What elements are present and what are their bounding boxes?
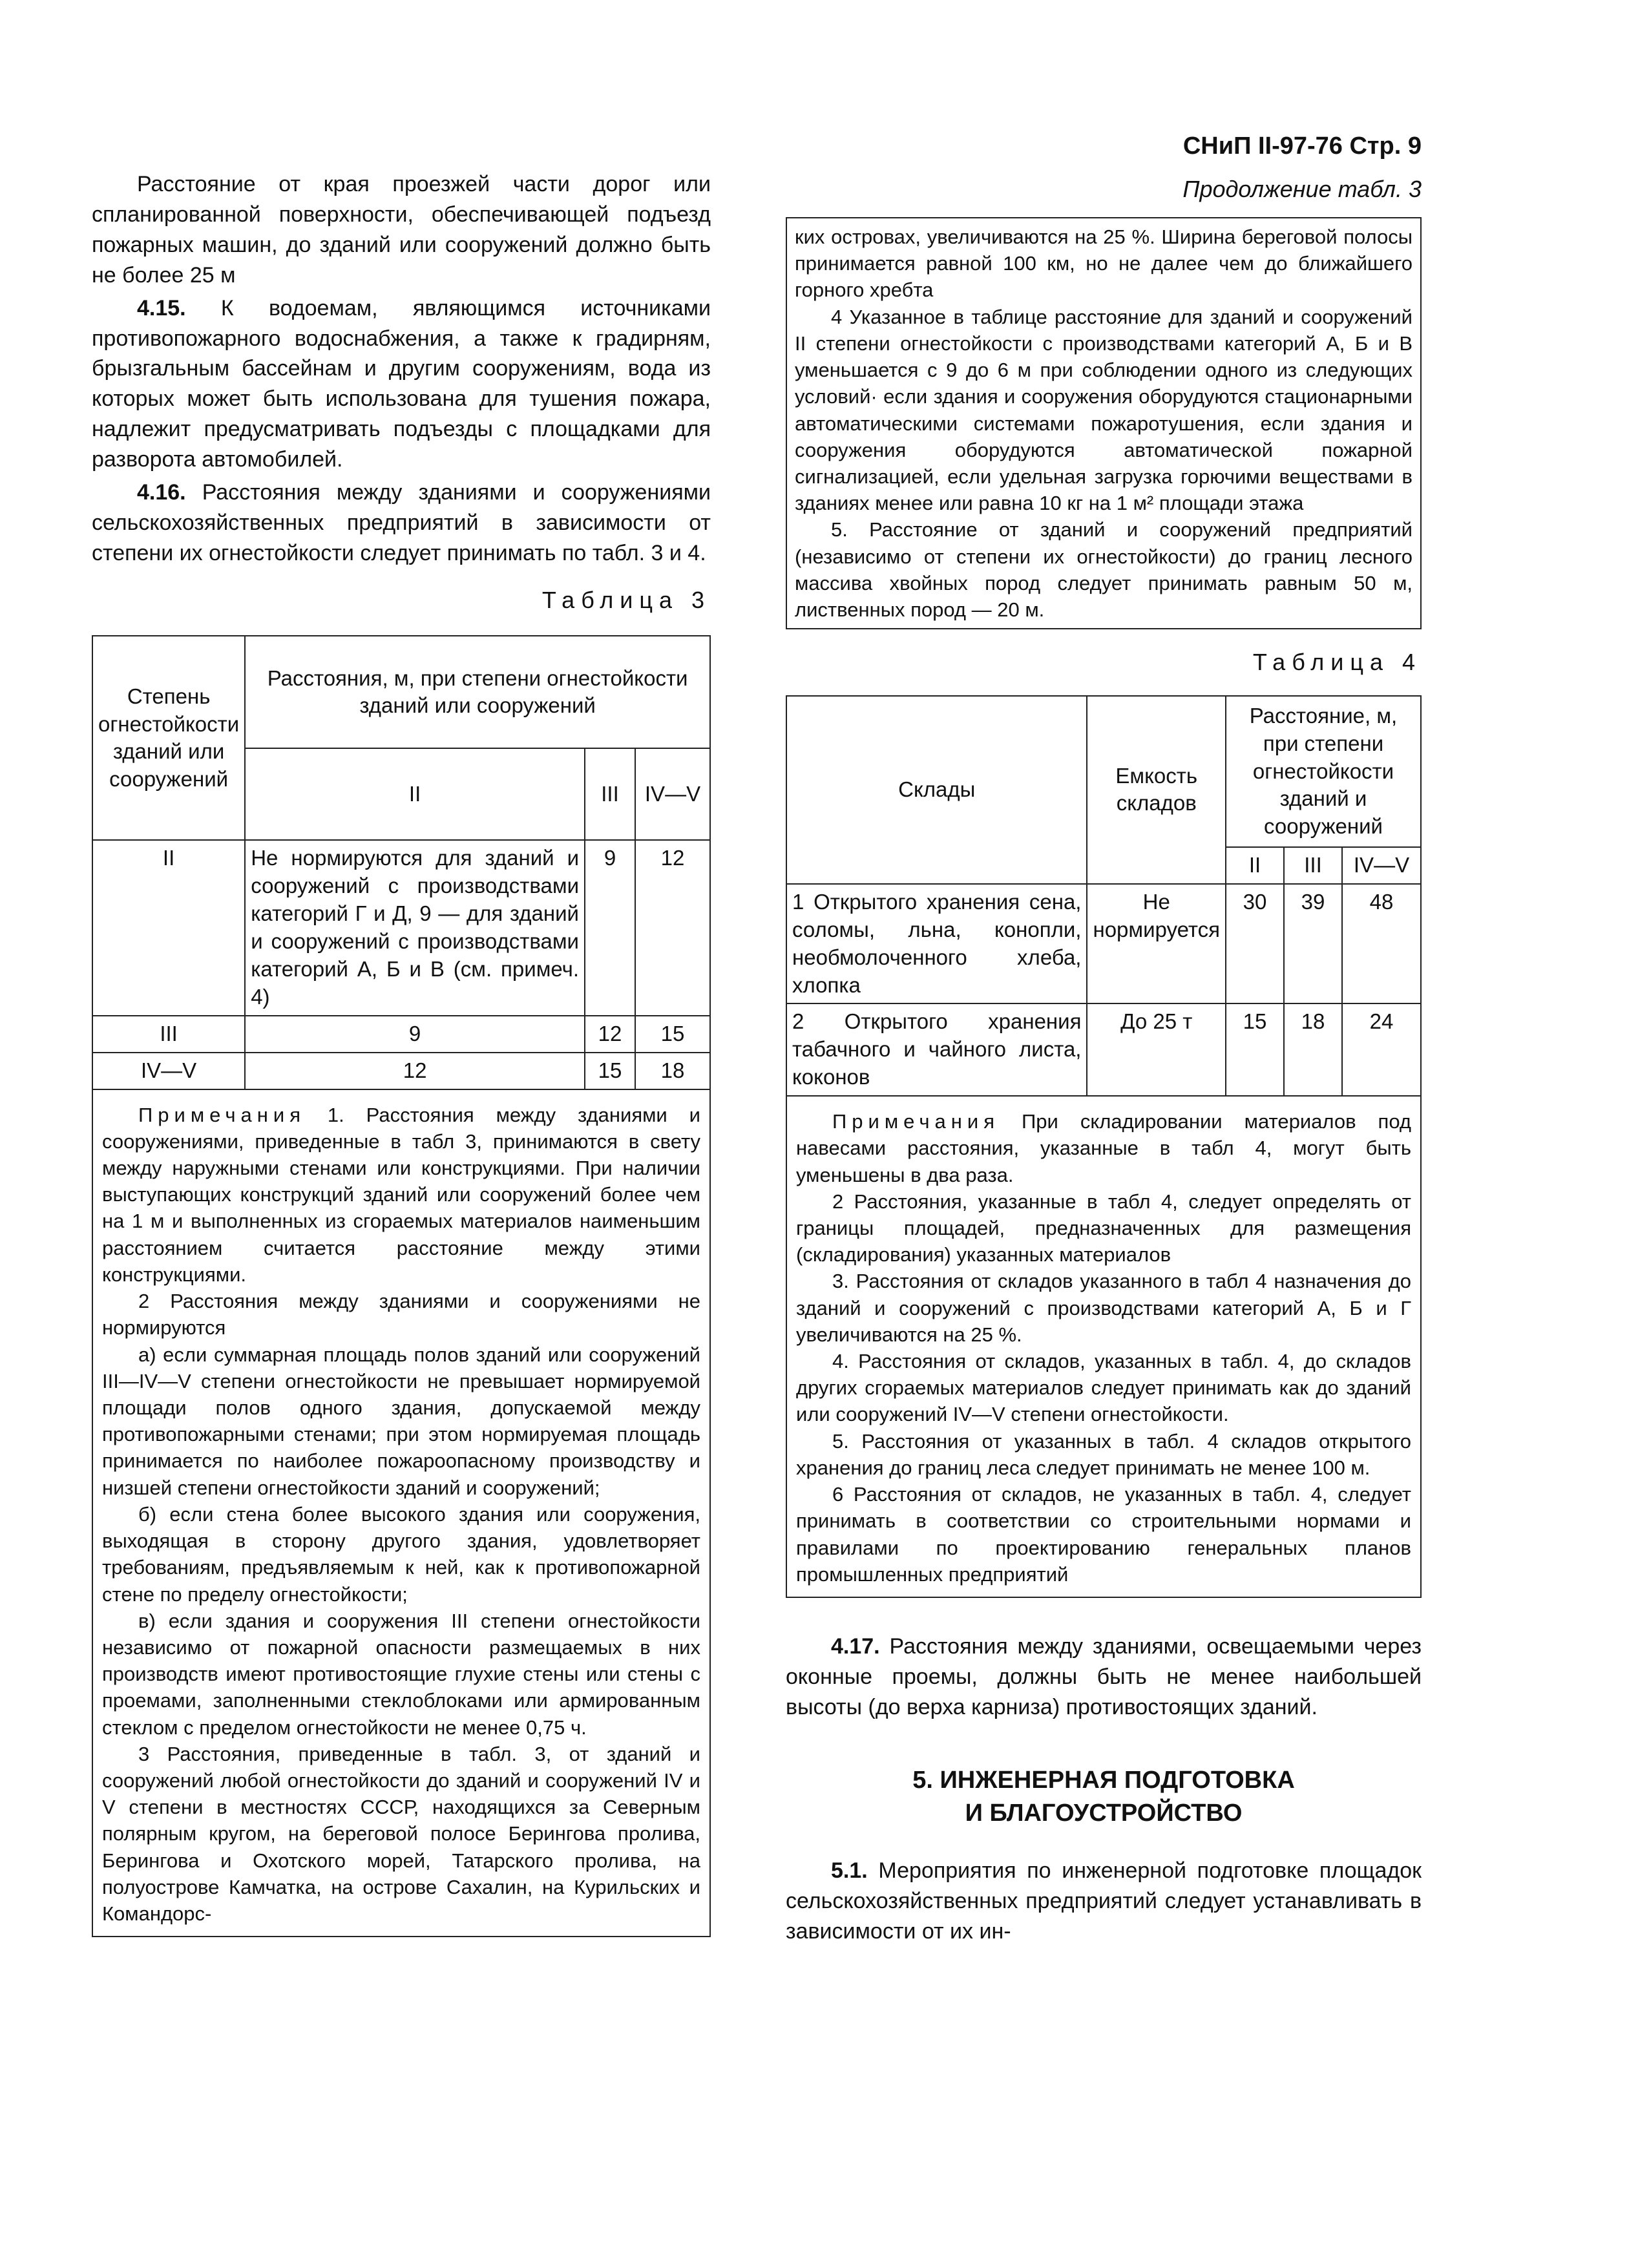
table-cell-capacity: Не нормируется: [1087, 884, 1226, 1004]
table-cell-degree: III: [92, 1016, 245, 1053]
note-5: 5. Расстояние от зданий и сооружений предприятий (независимо от степени их огнестойкости) до границ лесного массива хвойных пород следует принимать равным 50 м, лиственных пород — 20 м.: [795, 518, 1413, 622]
table-cell-warehouse: 1 Открытого хранения сена, соломы, льна, конопли, необмолоченного хлеба, хлопка: [786, 884, 1087, 1004]
table-header-capacity: Емкость складов: [1087, 696, 1226, 884]
table-cell-iii: 39: [1284, 884, 1342, 1004]
table-row: [92, 1053, 710, 1089]
notes-label: Примечания: [138, 1103, 306, 1126]
table-4: [786, 695, 1422, 1097]
table-cell-ii: 15: [1226, 1003, 1284, 1096]
right-column: [786, 169, 1422, 1947]
paragraph-4-16: [92, 478, 711, 569]
note-6: 6 Расстояния от складов, не указанных в табл. 4, следует принимать в соответствии со строительными нормами и правилами по проектированию генеральных планов промышленных предприятий: [796, 1483, 1411, 1586]
table-header-iv-v: IV—V: [635, 748, 710, 840]
note-text: При складировании материалов под навесами расстояния, указанные в табл 4, могут быть уменьшены в два раза.: [796, 1110, 1411, 1186]
table-3: [92, 635, 711, 1089]
note-3: 3. Расстояния от складов указанного в табл 4 назначения до зданий и сооружений с производствами категорий А, Б и Г увеличиваются на 25 %.: [796, 1270, 1411, 1346]
note-4: 4 Указанное в таблице расстояние для зданий и сооружений II степени огнестойкости с производствами категорий А, Б и В уменьшается с 9 до 6 м при соблюдении одного из следующих условий· если здания и сооружения оборудуются стационарными автоматическими системами пожаротушения, если здания и сооружения оборудуются автоматической пожарной сигнализацией, если удельная загрузка горючими веществами в зданиях менее или равна 10 кг на 1 м² площади этажа: [795, 305, 1413, 515]
table-cell-capacity: До 25 т: [1087, 1003, 1226, 1096]
table-cell-iii: 18: [1284, 1003, 1342, 1096]
table-cell-iv-v: 24: [1342, 1003, 1421, 1096]
notes-label: Примечания: [832, 1110, 1000, 1133]
table-header-degree: Степень огнестойкости зданий или сооружений: [92, 636, 245, 840]
clause-number: 4.16.: [137, 480, 186, 505]
table-cell-iv-v: 12: [635, 840, 710, 1015]
note-text: 1. Расстояния между зданиями и сооружениями, приведенные в табл 3, принимаются в свету между наружными стенами или конструкциями. При наличии выступающих конструкций зданий или сооружений более чем на 1 м и выполненных из сгораемых материалов наименьшим расстоянием считается расстояние между этими конструкциями.: [102, 1103, 700, 1286]
table-row: [786, 1003, 1421, 1096]
note-4: 4. Расстояния от складов, указанных в табл. 4, до складов других сгораемых материалов следует принимать как до зданий или сооружений IV—V степени огнестойкости.: [796, 1350, 1411, 1426]
note-2v: в) если здания и сооружения III степени огнестойкости независимо от пожарной опасности размещаемых в них производств имеют противостоящие глухие стены или стены с проемами, заполненными стеклоблоками или армированным стеклом с пределом огнестойкости не менее 0,75 ч.: [102, 1609, 700, 1739]
clause-text: К водоемам, являющимся источниками противопожарного водоснабжения, а также к градирням, брызгальным бассейнам и другим сооружениям, вода из которых может быть использована для тушения пожара, надлежит предусматривать подъезды с площадками для разворота автомобилей.: [92, 295, 711, 472]
table-cell-ii: Не нормируются для зданий и сооружений с производствами категорий Г и Д, 9 — для зданий и сооружений с производствами категорий А, Б и В (см. примеч. 4): [245, 840, 585, 1015]
paragraph-4-17: [786, 1632, 1422, 1723]
section-title-line-2: И БЛАГОУСТРОЙСТВО: [965, 1800, 1243, 1827]
note-3: 3 Расстояния, приведенные в табл. 3, от зданий и сооружений любой огнестойкости до зданий и сооружений IV и V степени в местностях СССР, находящихся за Северным полярным кругом, на береговой полосе Берингова пролива, Берингова и Охотского морей, Татарского пролива, на полуострове Камчатка, на острове Сахалин, на Курильских и Командорс-: [102, 1742, 700, 1926]
table-header-ii: II: [1226, 847, 1284, 884]
table-row: [92, 1016, 710, 1053]
table-row: [786, 884, 1421, 1004]
table-4-notes: [786, 1097, 1422, 1598]
note-1: [102, 1102, 700, 1288]
paragraph-roads: Расстояние от края проезжей части дорог или спланированной поверхности, обеспечивающей подъезд пожарных машин, до зданий или сооружений должно быть не более 25 м: [92, 172, 711, 288]
note-2a: а) если суммарная площадь полов зданий или сооружений III—IV—V степени огнестойкости не превышает нормируемой площади полов одного здания, допускаемой между противопожарными стенами; при этом нормируемая площадь принимается по наиболее пожароопасному производству и низшей степени огнестойкости зданий и сооружений;: [102, 1343, 700, 1499]
table-header-ii: II: [245, 748, 585, 840]
table-cell-ii: 30: [1226, 884, 1284, 1004]
table-header-warehouses: Склады: [786, 696, 1087, 884]
table-header-iv-v: IV—V: [1342, 847, 1421, 884]
table-cell-iv-v: 15: [635, 1016, 710, 1053]
clause-text: Расстояния между зданиями, освещаемыми через оконные проемы, должны быть не менее наибольшей высоты (до верха карниза) противостоящих зданий.: [786, 1634, 1422, 1719]
table-cell-iii: 12: [585, 1016, 635, 1053]
table-cell-ii: 12: [245, 1053, 585, 1089]
table-continuation-label: Продолжение табл. 3: [1182, 176, 1422, 202]
table-cell-warehouse: 2 Открытого хранения табачного и чайного листа, коконов: [786, 1003, 1087, 1096]
paragraph-5-1: [786, 1856, 1422, 1947]
table-cell-iii: 15: [585, 1053, 635, 1089]
table-cell-ii: 9: [245, 1016, 585, 1053]
left-column: [92, 169, 711, 1937]
section-title: [786, 1764, 1422, 1831]
table-cell-iv-v: 48: [1342, 884, 1421, 1004]
note-2: 2 Расстояния, указанные в табл 4, следует определять от границы площадей, предназначенных для размещения (складирования) указанных материалов: [796, 1190, 1411, 1266]
paragraph-4-15: [92, 293, 711, 475]
table-cell-iv-v: 18: [635, 1053, 710, 1089]
note-2b: б) если стена более высокого здания или сооружения, выходящая в сторону другого здания, удовлетворяет требованиям, предъявляемым к ней, как к противопожарной стене по пределу огнестойкости;: [102, 1502, 700, 1606]
table-cell-degree: IV—V: [92, 1053, 245, 1089]
clause-text: Расстояния между зданиями и сооружениями сельскохозяйственных предприятий в зависимости от степени их огнестойкости следует принимать по табл. 3 и 4.: [92, 480, 711, 565]
table-3-notes: [92, 1090, 711, 1938]
table-cell-degree: II: [92, 840, 245, 1015]
table-4-label: Таблица 4: [1252, 649, 1422, 676]
table-header-iii: III: [1284, 847, 1342, 884]
note-1: [796, 1108, 1411, 1188]
clause-text: Мероприятия по инженерной подготовке площадок сельскохозяйственных предприятий следует устанавливать в зависимости от их ин-: [786, 1858, 1422, 1944]
note-2: 2 Расстояния между зданиями и сооружениями не нормируются: [102, 1290, 700, 1339]
table-header-iii: III: [585, 748, 635, 840]
table-header-distances: Расстояния, м, при степени огнестойкости зданий или сооружений: [245, 636, 710, 748]
note-5: 5. Расстояния от указанных в табл. 4 складов открытого хранения до границ леса следует принимать не менее 100 м.: [796, 1429, 1411, 1479]
running-head: СНиП II-97-76 Стр. 9: [1182, 132, 1422, 160]
note-3-continued: ких островах, увеличиваются на 25 %. Ширина береговой полосы принимается равной 100 км, но не далее чем до ближайшего горного хребта: [795, 226, 1413, 302]
table-3-notes-continued: [786, 217, 1422, 629]
table-header-distance: Расстояние, м, при степени огнестойкости зданий и сооружений: [1226, 696, 1421, 847]
clause-number: 5.1.: [831, 1858, 868, 1884]
table-row: [92, 840, 710, 1015]
table-3-label: Таблица 3: [541, 586, 711, 613]
section-title-line-1: 5. ИНЖЕНЕРНАЯ ПОДГОТОВКА: [912, 1766, 1295, 1794]
clause-number: 4.17.: [831, 1634, 880, 1659]
table-cell-iii: 9: [585, 840, 635, 1015]
clause-number: 4.15.: [137, 295, 186, 320]
